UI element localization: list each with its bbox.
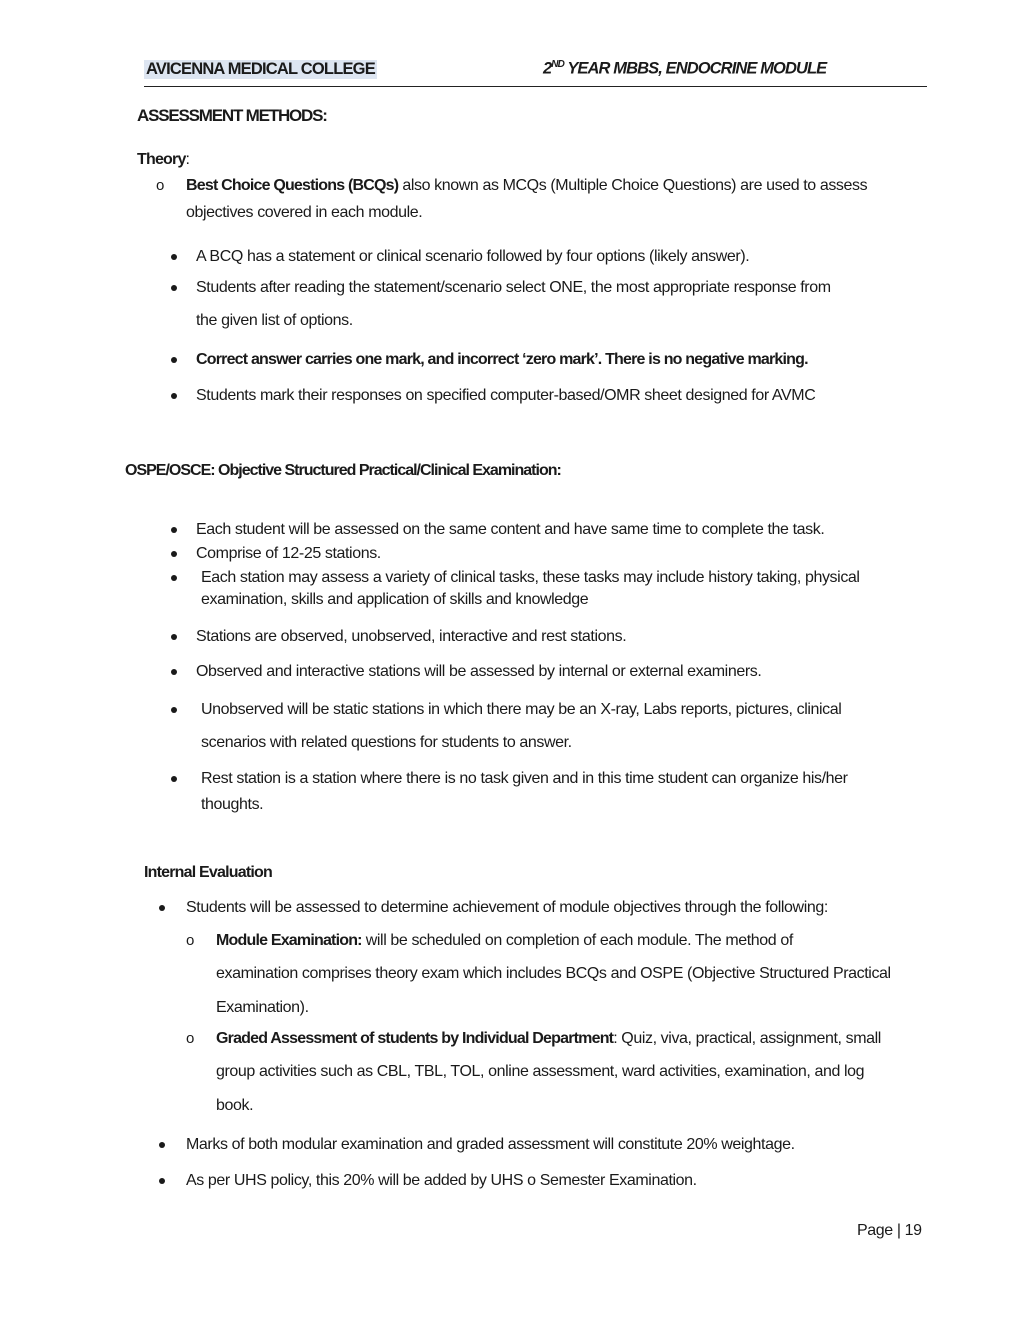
bcq-description xyxy=(186,177,867,195)
bullet-icon xyxy=(171,254,177,260)
bullet-icon xyxy=(171,527,177,533)
graded-assessment-text: : Quiz, viva, practical, assignment, small xyxy=(613,1030,881,1047)
ospe-bullet-7-line-1: Rest station is a station where there is no task given and in this time student can organize his/her xyxy=(201,770,848,787)
ospe-bullet-6-line-1: Unobserved will be static stations in which there may be an X-ray, Labs reports, pictures, clinical xyxy=(201,701,842,718)
ospe-bullet-4: Stations are observed, unobserved, interactive and rest stations. xyxy=(196,628,627,645)
graded-assessment-line-2: group activities such as CBL, TBL, TOL, online assessment, ward activities, examination, and log xyxy=(216,1063,865,1080)
module-exam-line-3: Examination). xyxy=(216,999,309,1016)
bullet-icon xyxy=(171,669,177,675)
theory-bullet-2-line-1: Students after reading the statement/scenario select ONE, the most appropriate response from xyxy=(196,279,831,296)
theory-bullet-1: A BCQ has a statement or clinical scenario followed by four options (likely answer). xyxy=(196,248,750,265)
ospe-heading: OSPE/OSCE: Objective Structured Practical/Clinical Examination: xyxy=(125,462,561,479)
theory-bullet-3: Correct answer carries one mark, and incorrect ‘zero mark’. There is no negative marking. xyxy=(196,351,808,368)
module-exam-line-2: examination comprises theory exam which includes BCQs and OSPE (Objective Structured Practical xyxy=(216,965,891,982)
module-exam-bold: Module Examination: xyxy=(216,932,362,949)
module-exam-line-1 xyxy=(216,932,793,950)
theory-colon: : xyxy=(185,151,190,168)
bullet-icon xyxy=(171,393,177,399)
bullet-icon xyxy=(171,551,177,557)
circle-bullet-icon: o xyxy=(186,932,194,949)
ospe-bullet-1: Each student will be assessed on the same content and have same time to complete the task. xyxy=(196,521,825,538)
header-college-name: AVICENNA MEDICAL COLLEGE xyxy=(146,60,375,78)
internal-evaluation-heading: Internal Evaluation xyxy=(144,864,272,881)
circle-bullet-icon: o xyxy=(186,1030,194,1047)
header-module-title xyxy=(543,59,826,79)
ospe-bullet-5: Observed and interactive stations will be assessed by internal or external examiners. xyxy=(196,663,762,680)
header-module-superscript: ND xyxy=(551,59,564,70)
header-module-rest: YEAR MBBS, ENDOCRINE MODULE xyxy=(563,59,827,78)
theory-heading xyxy=(137,151,190,169)
theory-label: Theory xyxy=(137,151,186,168)
header-module-prefix: 2 xyxy=(543,59,552,78)
bcq-line-2: objectives covered in each module. xyxy=(186,204,423,221)
theory-bullet-2-line-2: the given list of options. xyxy=(196,312,353,329)
graded-assessment-line-3: book. xyxy=(216,1097,254,1114)
bcq-bold-term: Best Choice Questions (BCQs) xyxy=(186,177,399,194)
page-number xyxy=(857,1222,922,1240)
internal-bullet-2: Marks of both modular examination and graded assessment will constitute 20% weightage. xyxy=(186,1136,795,1153)
circle-bullet-icon: o xyxy=(156,177,164,194)
header-rule xyxy=(144,86,927,87)
page-number-value: 19 xyxy=(904,1222,922,1239)
internal-bullet-3: As per UHS policy, this 20% will be added by UHS o Semester Examination. xyxy=(186,1172,697,1189)
ospe-bullet-7-line-2: thoughts. xyxy=(201,796,264,813)
graded-assessment-bold: Graded Assessment of students by Individual Department xyxy=(216,1030,614,1047)
ospe-bullet-3-line-2: examination, skills and application of skills and knowledge xyxy=(201,591,589,608)
bullet-icon xyxy=(171,357,177,363)
ospe-bullet-3-line-1: Each station may assess a variety of clinical tasks, these tasks may include history taking, physical xyxy=(201,569,860,586)
graded-assessment-line-1 xyxy=(216,1030,881,1048)
bullet-icon xyxy=(159,1142,165,1148)
bullet-icon xyxy=(159,905,165,911)
theory-bullet-4: Students mark their responses on specified computer-based/OMR sheet designed for AVMC xyxy=(196,387,816,404)
page-title: ASSESSMENT METHODS: xyxy=(137,106,327,125)
bullet-icon xyxy=(171,575,177,581)
bcq-line-1: also known as MCQs (Multiple Choice Questions) are used to assess xyxy=(398,177,868,194)
bullet-icon xyxy=(171,776,177,782)
module-exam-text: will be scheduled on completion of each module. The method of xyxy=(361,932,793,949)
bullet-icon xyxy=(159,1178,165,1184)
bullet-icon xyxy=(171,634,177,640)
ospe-bullet-2: Comprise of 12-25 stations. xyxy=(196,545,381,562)
internal-bullet-1: Students will be assessed to determine achievement of module objectives through the following: xyxy=(186,899,828,916)
page-label: Page | xyxy=(857,1222,905,1239)
bullet-icon xyxy=(171,285,177,291)
bullet-icon xyxy=(171,707,177,713)
ospe-bullet-6-line-2: scenarios with related questions for students to answer. xyxy=(201,734,572,751)
